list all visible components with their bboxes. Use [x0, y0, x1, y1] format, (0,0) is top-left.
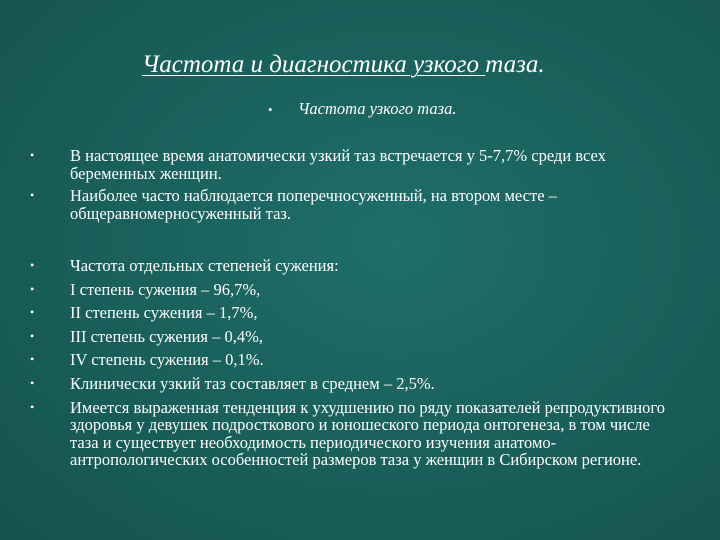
- subtitle: [268, 98, 456, 121]
- bullet-list-1: [30, 147, 670, 227]
- list-item: [30, 147, 670, 182]
- list-item-text: Наиболее часто наблюдается поперечносуженный, на втором месте – общеравномерносуженный таз.: [70, 186, 557, 223]
- list-item: [30, 187, 670, 222]
- list-item: [30, 375, 670, 393]
- bullet-icon: •: [30, 399, 35, 414]
- subtitle-text: Частота узкого таза.: [298, 99, 457, 118]
- slide-title-underlined: Частота и диагностика узкого: [142, 51, 486, 78]
- bullet-icon: •: [30, 281, 35, 296]
- list-item: [30, 399, 670, 469]
- list-item-text: III степень сужения – 0,4%,: [70, 326, 263, 346]
- list-item: [30, 281, 670, 299]
- list-item: [30, 304, 670, 322]
- slide-title-rest: таза.: [485, 51, 545, 78]
- bullet-icon: •: [30, 148, 35, 162]
- bullet-icon: •: [30, 188, 35, 203]
- bullet-icon: •: [30, 328, 35, 343]
- bullet-icon: •: [268, 102, 273, 117]
- list-item-text: В настоящее время анатомически узкий таз встречается у 5-7,7% среди всех беременных женщин.: [70, 146, 606, 183]
- bullet-list-2: [30, 257, 670, 475]
- list-item-text: Частота отдельных степеней сужения:: [70, 256, 339, 275]
- bullet-icon: •: [30, 305, 35, 320]
- bullet-icon: •: [30, 352, 35, 367]
- list-item-text: II степень сужения – 1,7%,: [70, 303, 258, 323]
- list-item-text: Клинически узкий таз составляет в среднем – 2,5%.: [70, 373, 435, 393]
- list-item-text: I степень сужения – 96,7%,: [70, 279, 261, 299]
- bullet-icon: •: [30, 258, 35, 272]
- list-item: [30, 328, 670, 346]
- list-item-text: Имеется выраженная тенденция к ухудшению по ряду показателей репродуктивного здоровья у девушек подросткового и юношеского периода онтогенеза, в том числе таза и существует необходимость периодического изучения анатомо-антропологических особенностей размеров таза у женщин в Сибирском регионе.: [70, 397, 665, 470]
- list-item: [30, 351, 670, 369]
- list-item: [30, 257, 670, 275]
- bullet-icon: •: [30, 375, 35, 390]
- list-item-text: IV степень сужения – 0,1%.: [70, 350, 264, 370]
- slide-title: [142, 48, 702, 82]
